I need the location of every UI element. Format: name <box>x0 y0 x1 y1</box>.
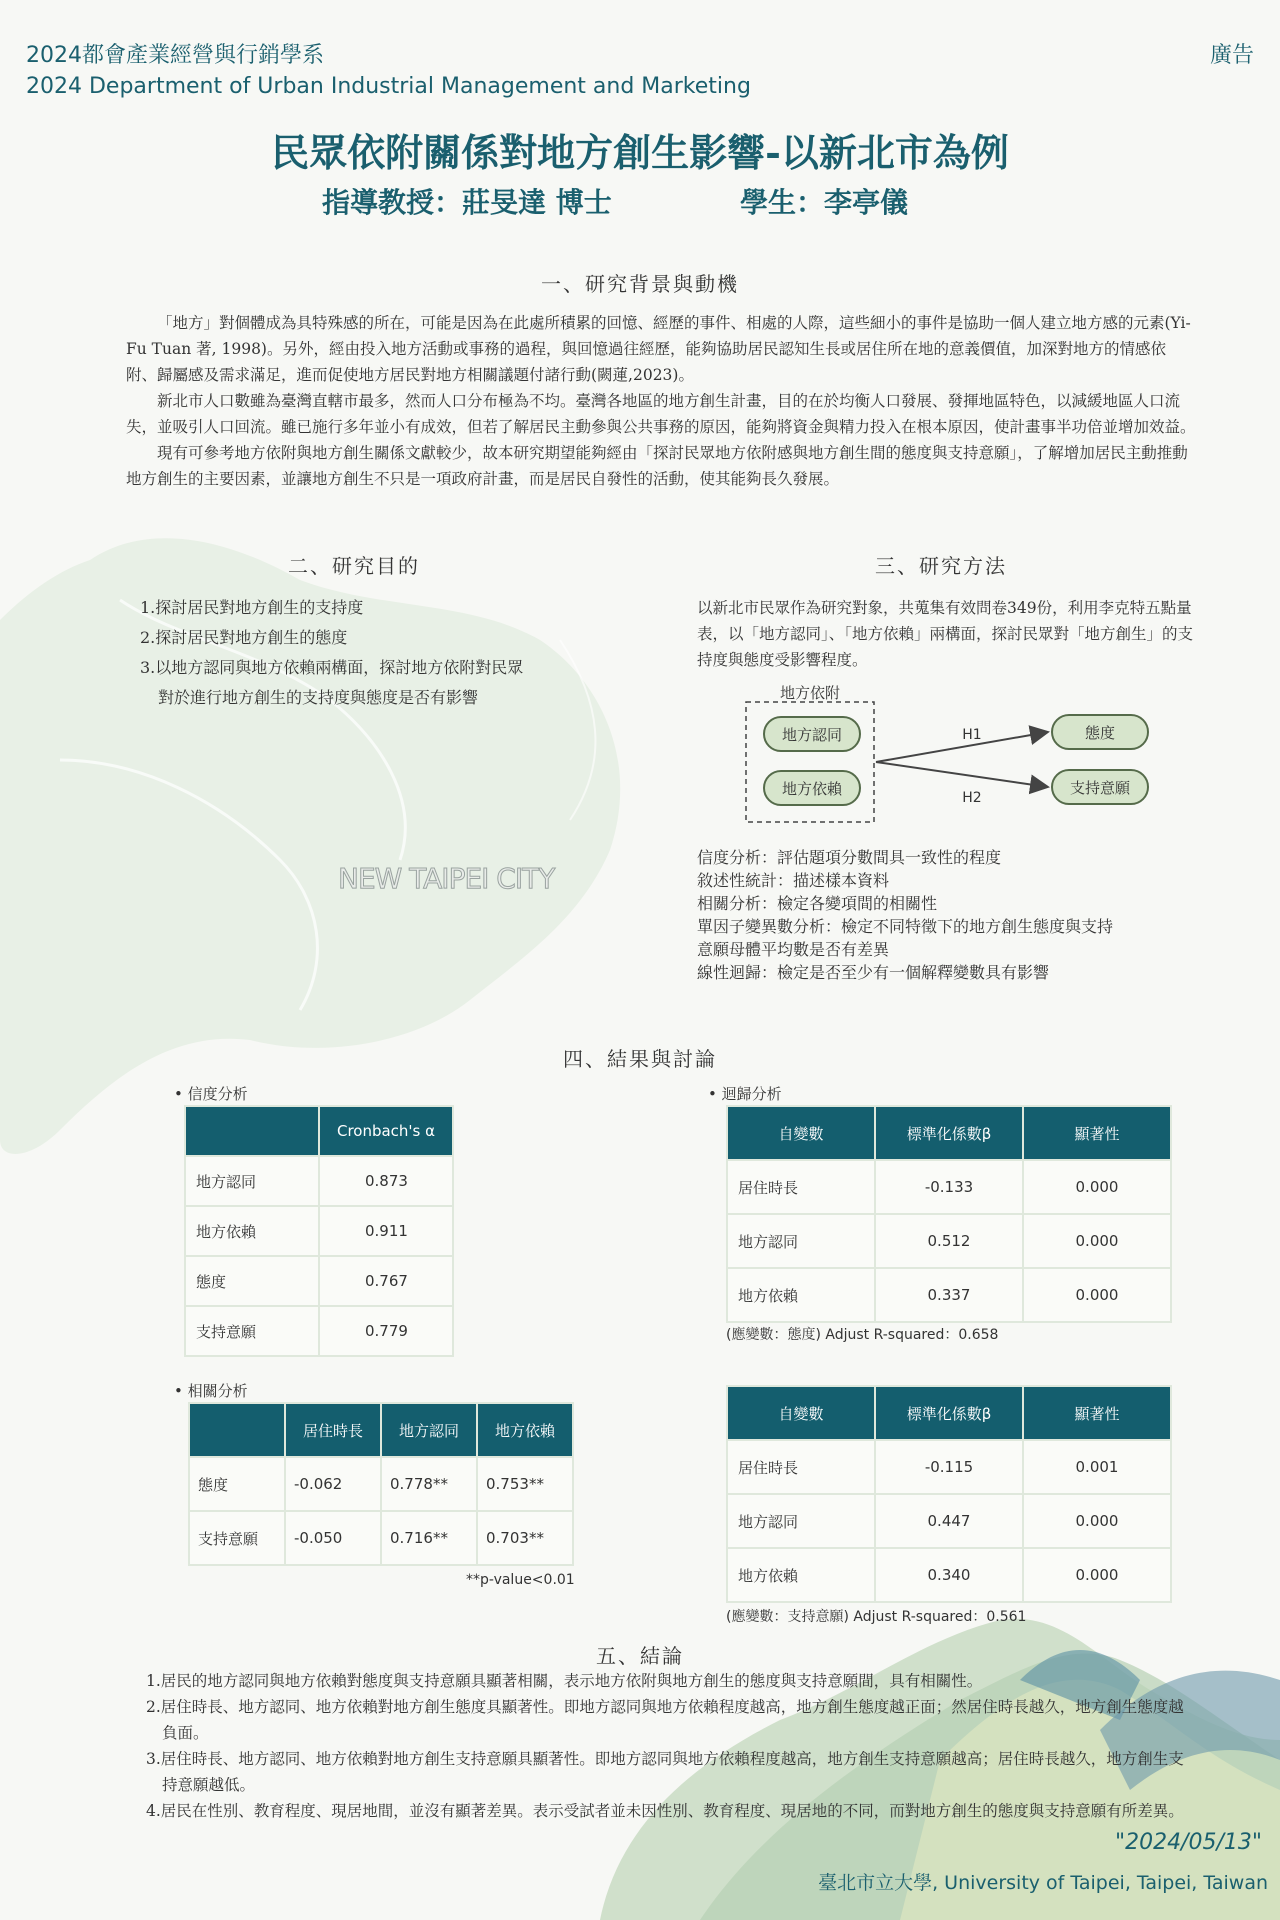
table-cell: 地方認同 <box>727 1214 875 1268</box>
section2-heading: 二、研究目的 <box>288 554 420 578</box>
dept-title-zh: 2024都會產業經營與行銷學系 <box>26 43 324 68</box>
table-cell: 地方認同 <box>185 1156 319 1206</box>
node-attitude-label: 態度 <box>1084 724 1116 742</box>
list-item: 線性迴歸：檢定是否至少有一個解釋變數具有影響 <box>697 963 1050 982</box>
regression-label-text: 迴歸分析 <box>721 1085 782 1103</box>
regression-table-attitude <box>726 1105 1172 1323</box>
list-item: 4.居民在性別、教育程度、現居地間，並沒有顯著差異。表示受試者並未因性別、教育程度、現居地的不同，而對地方創生的態度與支持意願有所差異。 <box>146 1802 1184 1820</box>
table-cell: 0.447 <box>875 1494 1023 1548</box>
correlation-label: • 相關分析 <box>174 1382 248 1400</box>
table-cell: 居住時長 <box>727 1440 875 1494</box>
table-cell: 0.001 <box>1023 1440 1171 1494</box>
table-cell: 0.000 <box>1023 1268 1171 1322</box>
objectives-list <box>140 593 523 713</box>
reliability-label: • 信度分析 <box>174 1085 248 1103</box>
list-item: 2.探討居民對地方創生的態度 <box>140 628 348 647</box>
reliability-corner <box>185 1106 319 1156</box>
list-item: 2.居住時長、地方認同、地方依賴對地方創生態度具顯著性。即地方認同與地方依賴程度越高，地方創生態度越正面；然居住時長越久，地方創生態度越負面。 <box>146 1698 1184 1742</box>
table-cell: 支持意願 <box>185 1306 319 1356</box>
university-name: 臺北市立大學, University of Taipei, Taipei, Taiwan <box>818 1872 1268 1894</box>
node-support-label: 支持意願 <box>1069 779 1131 797</box>
table-header: 標準化係數β <box>875 1386 1023 1440</box>
table-cell: 0.767 <box>319 1256 453 1306</box>
table-header: 地方依賴 <box>477 1403 573 1457</box>
table-header: 自變數 <box>727 1106 875 1160</box>
conclusion-list <box>146 1668 1198 1824</box>
table-cell: 0.512 <box>875 1214 1023 1268</box>
node-place-identity-label: 地方認同 <box>781 726 843 744</box>
h2-arrow <box>876 762 1048 787</box>
h2-label: H2 <box>962 790 982 806</box>
table-cell: 0.000 <box>1023 1548 1171 1602</box>
section3-heading: 三、研究方法 <box>875 554 1007 578</box>
list-item: 單因子變異數分析：檢定不同特徵下的地方創生態度與支持 <box>697 917 1114 936</box>
correlation-label-text: 相關分析 <box>187 1382 248 1400</box>
table-cell: 地方依賴 <box>185 1206 319 1256</box>
methods-list <box>697 846 1197 984</box>
list-item: 3.以地方認同與地方依賴兩構面，探討地方依附對民眾 <box>140 658 524 677</box>
regression-table-support <box>726 1385 1172 1603</box>
list-item: 1.居民的地方認同與地方依賴對態度與支持意願具顯著相關，表示地方依附與地方創生的態度與支持意願間，具有相關性。 <box>146 1672 983 1690</box>
table-cell: 0.753** <box>477 1457 573 1511</box>
list-item: 1.探討居民對地方創生的支持度 <box>140 598 364 617</box>
table-header: 自變數 <box>727 1386 875 1440</box>
section1-paragraph: 現有可參考地方依附與地方創生關係文獻較少，故本研究期望能夠經由「探討民眾地方依附感與地方創生間的態度與支持意願」，了解增加居民主動推動地方創生的主要因素，並讓地方創生不只是一項政府計畫，而是居民自發性的活動，使其能夠長久發展。 <box>126 444 1188 488</box>
table-header: 居住時長 <box>285 1403 381 1457</box>
research-framework-diagram <box>740 680 1160 830</box>
table-cell: 0.337 <box>875 1268 1023 1322</box>
table-cell: -0.115 <box>875 1440 1023 1494</box>
student: 學生：李亭儀 <box>740 186 909 219</box>
table-cell: 0.000 <box>1023 1214 1171 1268</box>
section1-paragraph: 「地方」對個體成為具特殊感的所在，可能是因為在此處所積累的回憶、經歷的事件、相處的人際，這些細小的事件是協助一個人建立地方感的元素(Yi-Fu Tuan 著, 1998)。另外，經由投入地方活動或事務的過程，與回憶過往經歷，能夠協助居民認知生長或居住所在地的意義價值，加深對地方的情感依附、歸屬感及需求滿足，進而促使地方居民對地方相關議題付諸行動(闕蓮,2023)。 <box>126 314 1191 384</box>
section5-heading: 五、結論 <box>596 1644 684 1668</box>
table-header: 標準化係數β <box>875 1106 1023 1160</box>
section1-heading: 一、研究背景與動機 <box>541 272 739 296</box>
table-cell: 0.340 <box>875 1548 1023 1602</box>
table-cell: 0.778** <box>381 1457 477 1511</box>
poster-title: 民眾依附關係對地方創生影響-以新北市為例 <box>271 130 1009 175</box>
regression-note-attitude: (應變數：態度) Adjust R-squared：0.658 <box>726 1327 999 1343</box>
reliability-label-text: 信度分析 <box>187 1085 248 1103</box>
poster-date: "2024/05/13" <box>1114 1830 1262 1855</box>
table-cell: 0.779 <box>319 1306 453 1356</box>
table-cell: 態度 <box>185 1256 319 1306</box>
table-header: 顯著性 <box>1023 1106 1171 1160</box>
table-cell: 0.716** <box>381 1511 477 1565</box>
reliability-header: Cronbach's α <box>319 1106 453 1156</box>
list-item: 信度分析：評估題項分數間具一致性的程度 <box>697 848 1002 867</box>
section4-heading: 四、結果與討論 <box>563 1047 717 1071</box>
list-item: 敘述性統計：描述樣本資料 <box>697 871 890 890</box>
section1-body <box>126 310 1196 492</box>
table-cell: 0.000 <box>1023 1494 1171 1548</box>
correlation-table <box>188 1402 574 1566</box>
dept-title-en: 2024 Department of Urban Industrial Management and Marketing <box>26 74 751 99</box>
table-cell: 地方依賴 <box>727 1268 875 1322</box>
diagram-group-label: 地方依附 <box>779 684 841 702</box>
table-cell: 支持意願 <box>189 1511 285 1565</box>
table-cell: 居住時長 <box>727 1160 875 1214</box>
advisor: 指導教授：莊旻達 博士 <box>322 186 612 219</box>
table-cell: 0.911 <box>319 1206 453 1256</box>
correlation-corner <box>189 1403 285 1457</box>
list-item: 3.居住時長、地方認同、地方依賴對地方創生支持意願具顯著性。即地方認同與地方依賴程度越高，地方創生支持意願越高；居住時長越久，地方創生支持意願越低。 <box>146 1750 1184 1794</box>
regression-note-support: (應變數：支持意願) Adjust R-squared：0.561 <box>726 1609 1027 1625</box>
table-cell: -0.050 <box>285 1511 381 1565</box>
method-intro: 以新北市民眾作為研究對象，共蒐集有效問卷349份，利用李克特五點量表，以「地方認同」、「地方依賴」兩構面，探討民眾對「地方創生」的支持度與態度受影響程度。 <box>697 599 1194 669</box>
map-label: NEW TAIPEI CITY <box>338 862 555 895</box>
list-item: 相關分析：檢定各變項間的相關性 <box>697 894 938 913</box>
ad-label: 廣告 <box>1209 43 1254 68</box>
table-cell: 地方依賴 <box>727 1548 875 1602</box>
h1-label: H1 <box>962 727 982 743</box>
reliability-table <box>184 1105 454 1357</box>
table-cell: 0.000 <box>1023 1160 1171 1214</box>
list-item: 意願母體平均數是否有差異 <box>697 940 890 959</box>
correlation-note: **p-value<0.01 <box>466 1572 575 1588</box>
regression-label: • 迴歸分析 <box>708 1085 782 1103</box>
table-cell: -0.062 <box>285 1457 381 1511</box>
table-cell: 0.873 <box>319 1156 453 1206</box>
table-header: 顯著性 <box>1023 1386 1171 1440</box>
table-cell: 0.703** <box>477 1511 573 1565</box>
node-place-dependence-label: 地方依賴 <box>781 780 843 798</box>
table-header: 地方認同 <box>381 1403 477 1457</box>
table-cell: -0.133 <box>875 1160 1023 1214</box>
list-item: 對於進行地方創生的支持度與態度是否有影響 <box>158 688 479 707</box>
section1-paragraph: 新北市人口數雖為臺灣直轄市最多，然而人口分布極為不均。臺灣各地區的地方創生計畫，目的在於均衡人口發展、發揮地區特色，以減緩地區人口流失，並吸引人口回流。雖已施行多年並小有成效，但若了解居民主動參與公共事務的原因，能夠將資金與精力投入在根本原因，使計畫事半功倍並增加效益。 <box>126 392 1196 436</box>
table-cell: 地方認同 <box>727 1494 875 1548</box>
table-cell: 態度 <box>189 1457 285 1511</box>
